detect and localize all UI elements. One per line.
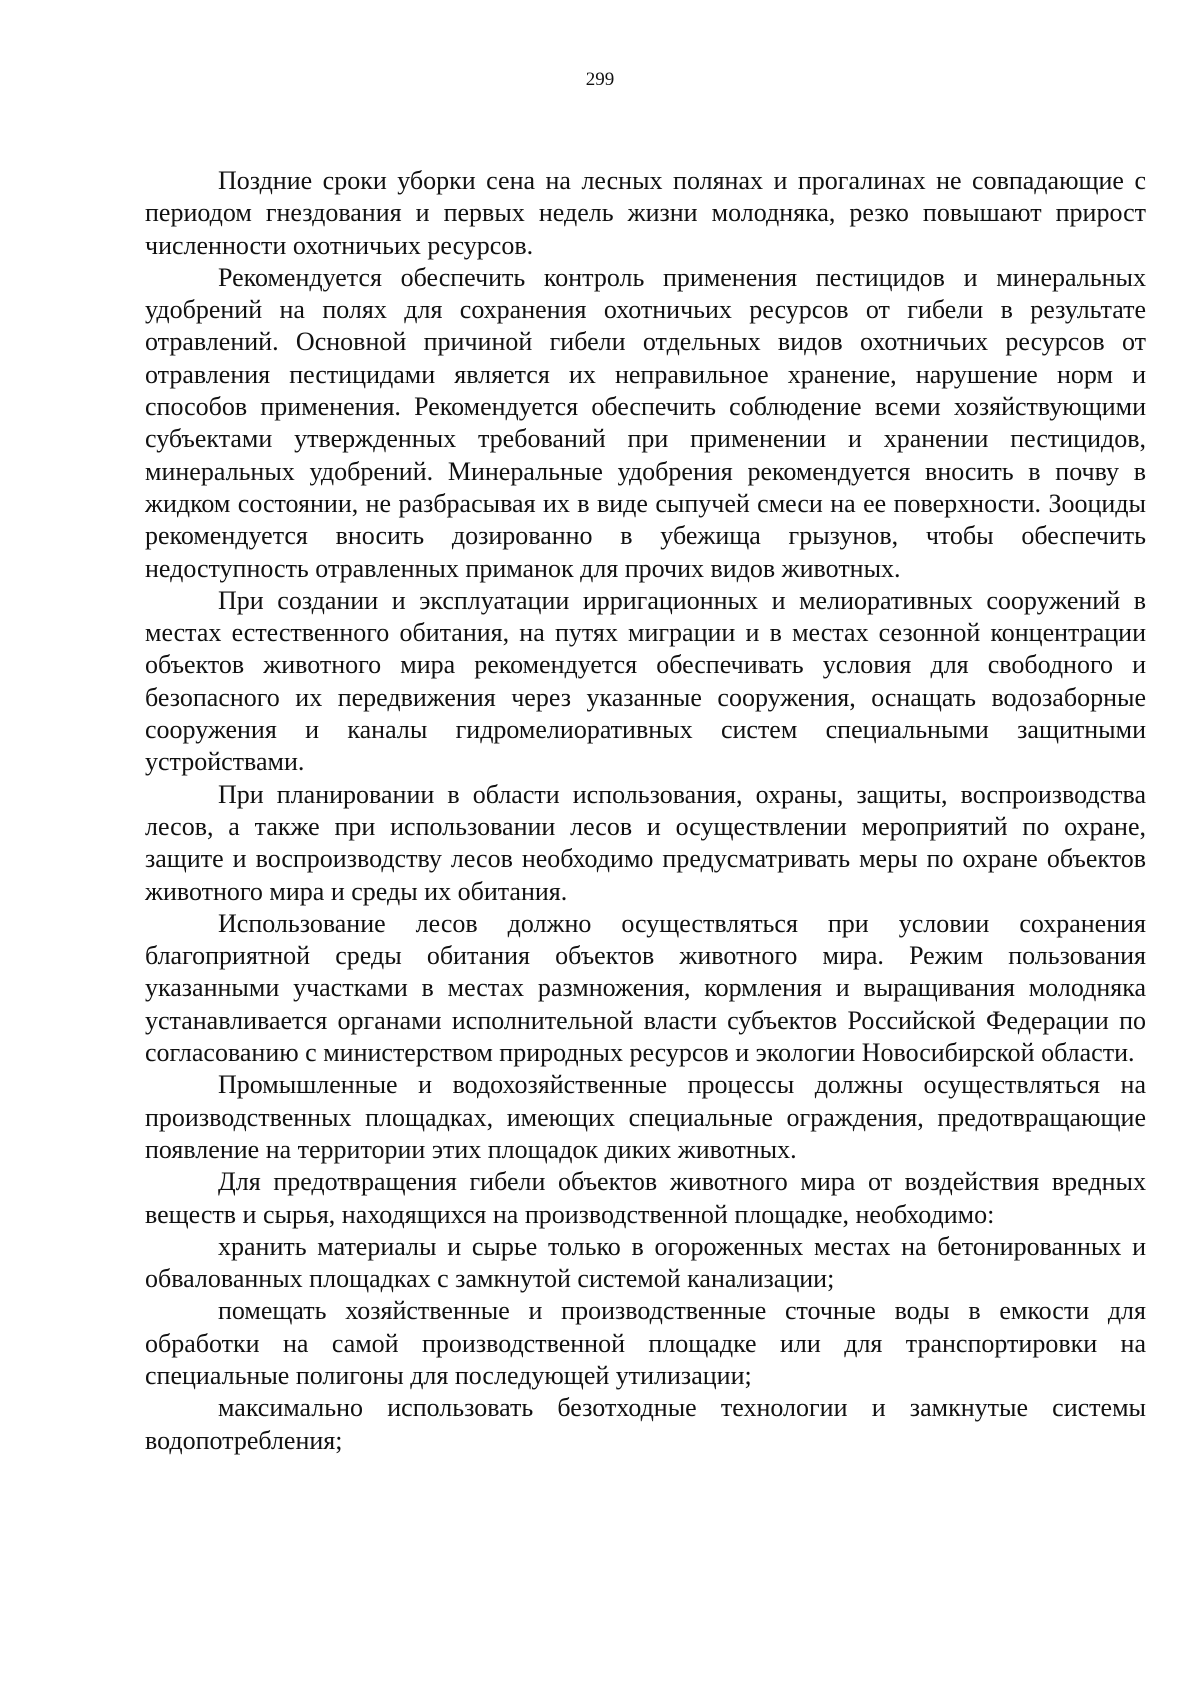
list-item: максимально использовать безотходные технологии и замкнутые системы водопотребления;: [145, 1393, 1146, 1455]
paragraph: Промышленные и водохозяйственные процессы должны осуществляться на производственных площадках, имеющих специальные ограждения, предотвращающие появление на территории этих площадок диких животных.: [145, 1070, 1146, 1164]
paragraph: Рекомендуется обеспечить контроль применения пестицидов и минеральных удобрений на полях для сохранения охотничьих ресурсов от гибели в результате отравлений. Основной причиной гибели отдельных видов охотничьих ресурсов от отравления пестицидами является их неправильное хранение, нарушение норм и способов применения. Рекомендуется обеспечить соблюдение всеми хозяйствующими субъектами утвержденных требований при применении и хранении пестицидов, минеральных удобрений. Минеральные удобрения рекомендуется вносить в почву в жидком состоянии, не разбрасывая их в виде сыпучей смеси на ее поверхности. Зооциды рекомендуется вносить дозированно в убежища грызунов, чтобы обеспечить недоступность отравленных приманок для прочих видов животных.: [145, 262, 1146, 583]
paragraph: Использование лесов должно осуществляться при условии сохранения благоприятной среды обитания объектов животного мира. Режим пользования указанными участками в местах размножения, кормления и выращивания молодняка устанавливается органами исполнительной власти субъектов Российской Федерации по согласованию с министерством природных ресурсов и экологии Новосибирской области.: [145, 908, 1146, 1068]
paragraph: Поздние сроки уборки сена на лесных полянах и прогалинах не совпадающие с периодом гнездования и первых недель жизни молодняка, резко повышают прирост численности охотничьих ресурсов.: [145, 166, 1146, 260]
page-number: 299: [585, 69, 615, 90]
paragraph: При планировании в области использования, охраны, защиты, воспроизводства лесов, а также при использовании лесов и осуществлении мероприятий по охране, защите и воспроизводству лесов необходимо предусматривать меры по охране объектов животного мира и среды их обитания.: [145, 779, 1146, 906]
document-body: [145, 165, 1146, 1457]
paragraph: При создании и эксплуатации ирригационных и мелиоративных сооружений в местах естественного обитания, на путях миграции и в местах сезонной концентрации объектов животного мира рекомендуется обеспечивать условия для свободного и безопасного их передвижения через указанные сооружения, оснащать водозаборные сооружения и каналы гидромелиоративных систем специальными защитными устройствами.: [145, 585, 1146, 777]
paragraph: Для предотвращения гибели объектов животного мира от воздействия вредных веществ и сырья, находящихся на производственной площадке, необходимо:: [145, 1167, 1146, 1229]
list-item: помещать хозяйственные и производственные сточные воды в емкости для обработки на самой производственной площадке или для транспортировки на специальные полигоны для последующей утилизации;: [145, 1296, 1146, 1390]
list-item: хранить материалы и сырье только в огороженных местах на бетонированных и обвалованных площадках с замкнутой системой канализации;: [145, 1231, 1146, 1294]
